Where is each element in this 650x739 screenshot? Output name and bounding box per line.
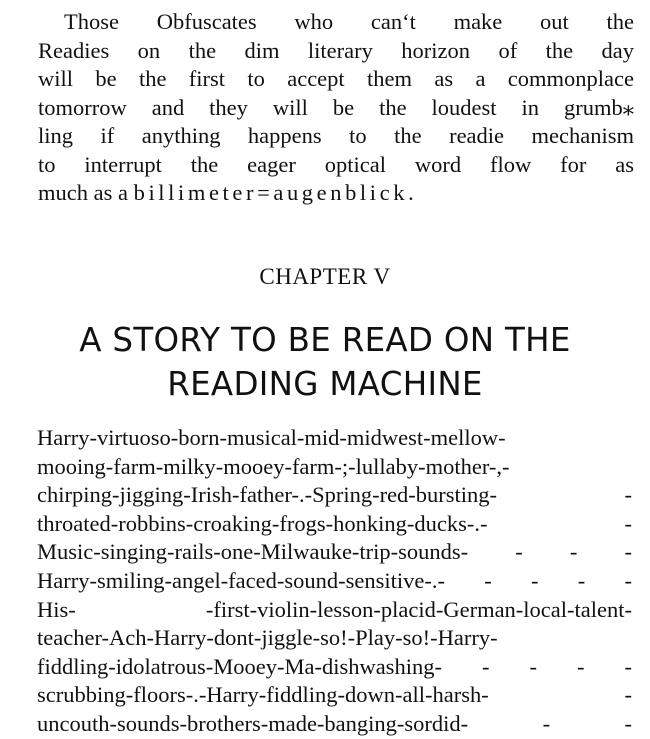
intro-paragraph xyxy=(38,8,634,208)
story-line-8: teacher-Ach-Harry-dont-jiggle-so!-Play-so!-Harry- xyxy=(37,625,498,651)
story-line-7: His- -first-violin-lesson-placid-German-local-talent- xyxy=(37,596,632,622)
story-line-3: chirping-jigging-Irish-father-.-Spring-red-bursting- - xyxy=(37,482,632,508)
intro-line-7-prefix: much as a xyxy=(38,180,134,205)
intro-line-7-spaced-word: billimeter=augenblick xyxy=(133,180,409,205)
intro-line-5: ling if anything happens to the readie mechanism xyxy=(38,123,634,148)
intro-line-3: will be the first to accept them as a commonplace xyxy=(38,66,634,91)
intro-line-1: Those Obfuscates who can‘t make out the xyxy=(64,9,634,34)
intro-line-2: Readies on the dim literary horizon of the day xyxy=(38,37,634,63)
story-line-4: throated-robbins-croaking-frogs-honking-ducks-.- - xyxy=(37,510,632,536)
intro-line-7 xyxy=(38,179,634,208)
story-line-5: Music-singing-rails-one-Milwauke-trip-sounds- - - - xyxy=(37,539,632,565)
chapter-title-line-1: A STORY TO BE READ ON THE xyxy=(79,321,571,359)
story-text xyxy=(37,424,632,739)
story-line-11: uncouth-sounds-brothers-made-banging-sordid- - - xyxy=(37,710,632,736)
story-line-6: Harry-smiling-angel-faced-sound-sensitive-.- - - - - xyxy=(37,567,632,593)
intro-line-7-suffix: . xyxy=(408,180,414,205)
story-line-2: mooing-farm-milky-mooey-farm-;-lullaby-mother-,- xyxy=(37,453,510,479)
story-line-10: scrubbing-floors-.-Harry-fiddling-down-all-harsh- - xyxy=(37,682,632,708)
chapter-label: CHAPTER V xyxy=(259,264,391,289)
story-line-9: fiddling-idolatrous-Mooey-Ma-dishwashing- - - - - xyxy=(37,653,632,679)
intro-line-6: to interrupt the eager optical word flow for as xyxy=(38,151,634,177)
intro-line-4: tomorrow and they will be the loudest in grumb⁎ xyxy=(38,94,634,120)
chapter-title-line-2: READING MACHINE xyxy=(167,365,483,403)
story-line-1: Harry-virtuoso-born-musical-mid-midwest-mellow- xyxy=(37,425,506,450)
chapter-title xyxy=(0,318,650,406)
